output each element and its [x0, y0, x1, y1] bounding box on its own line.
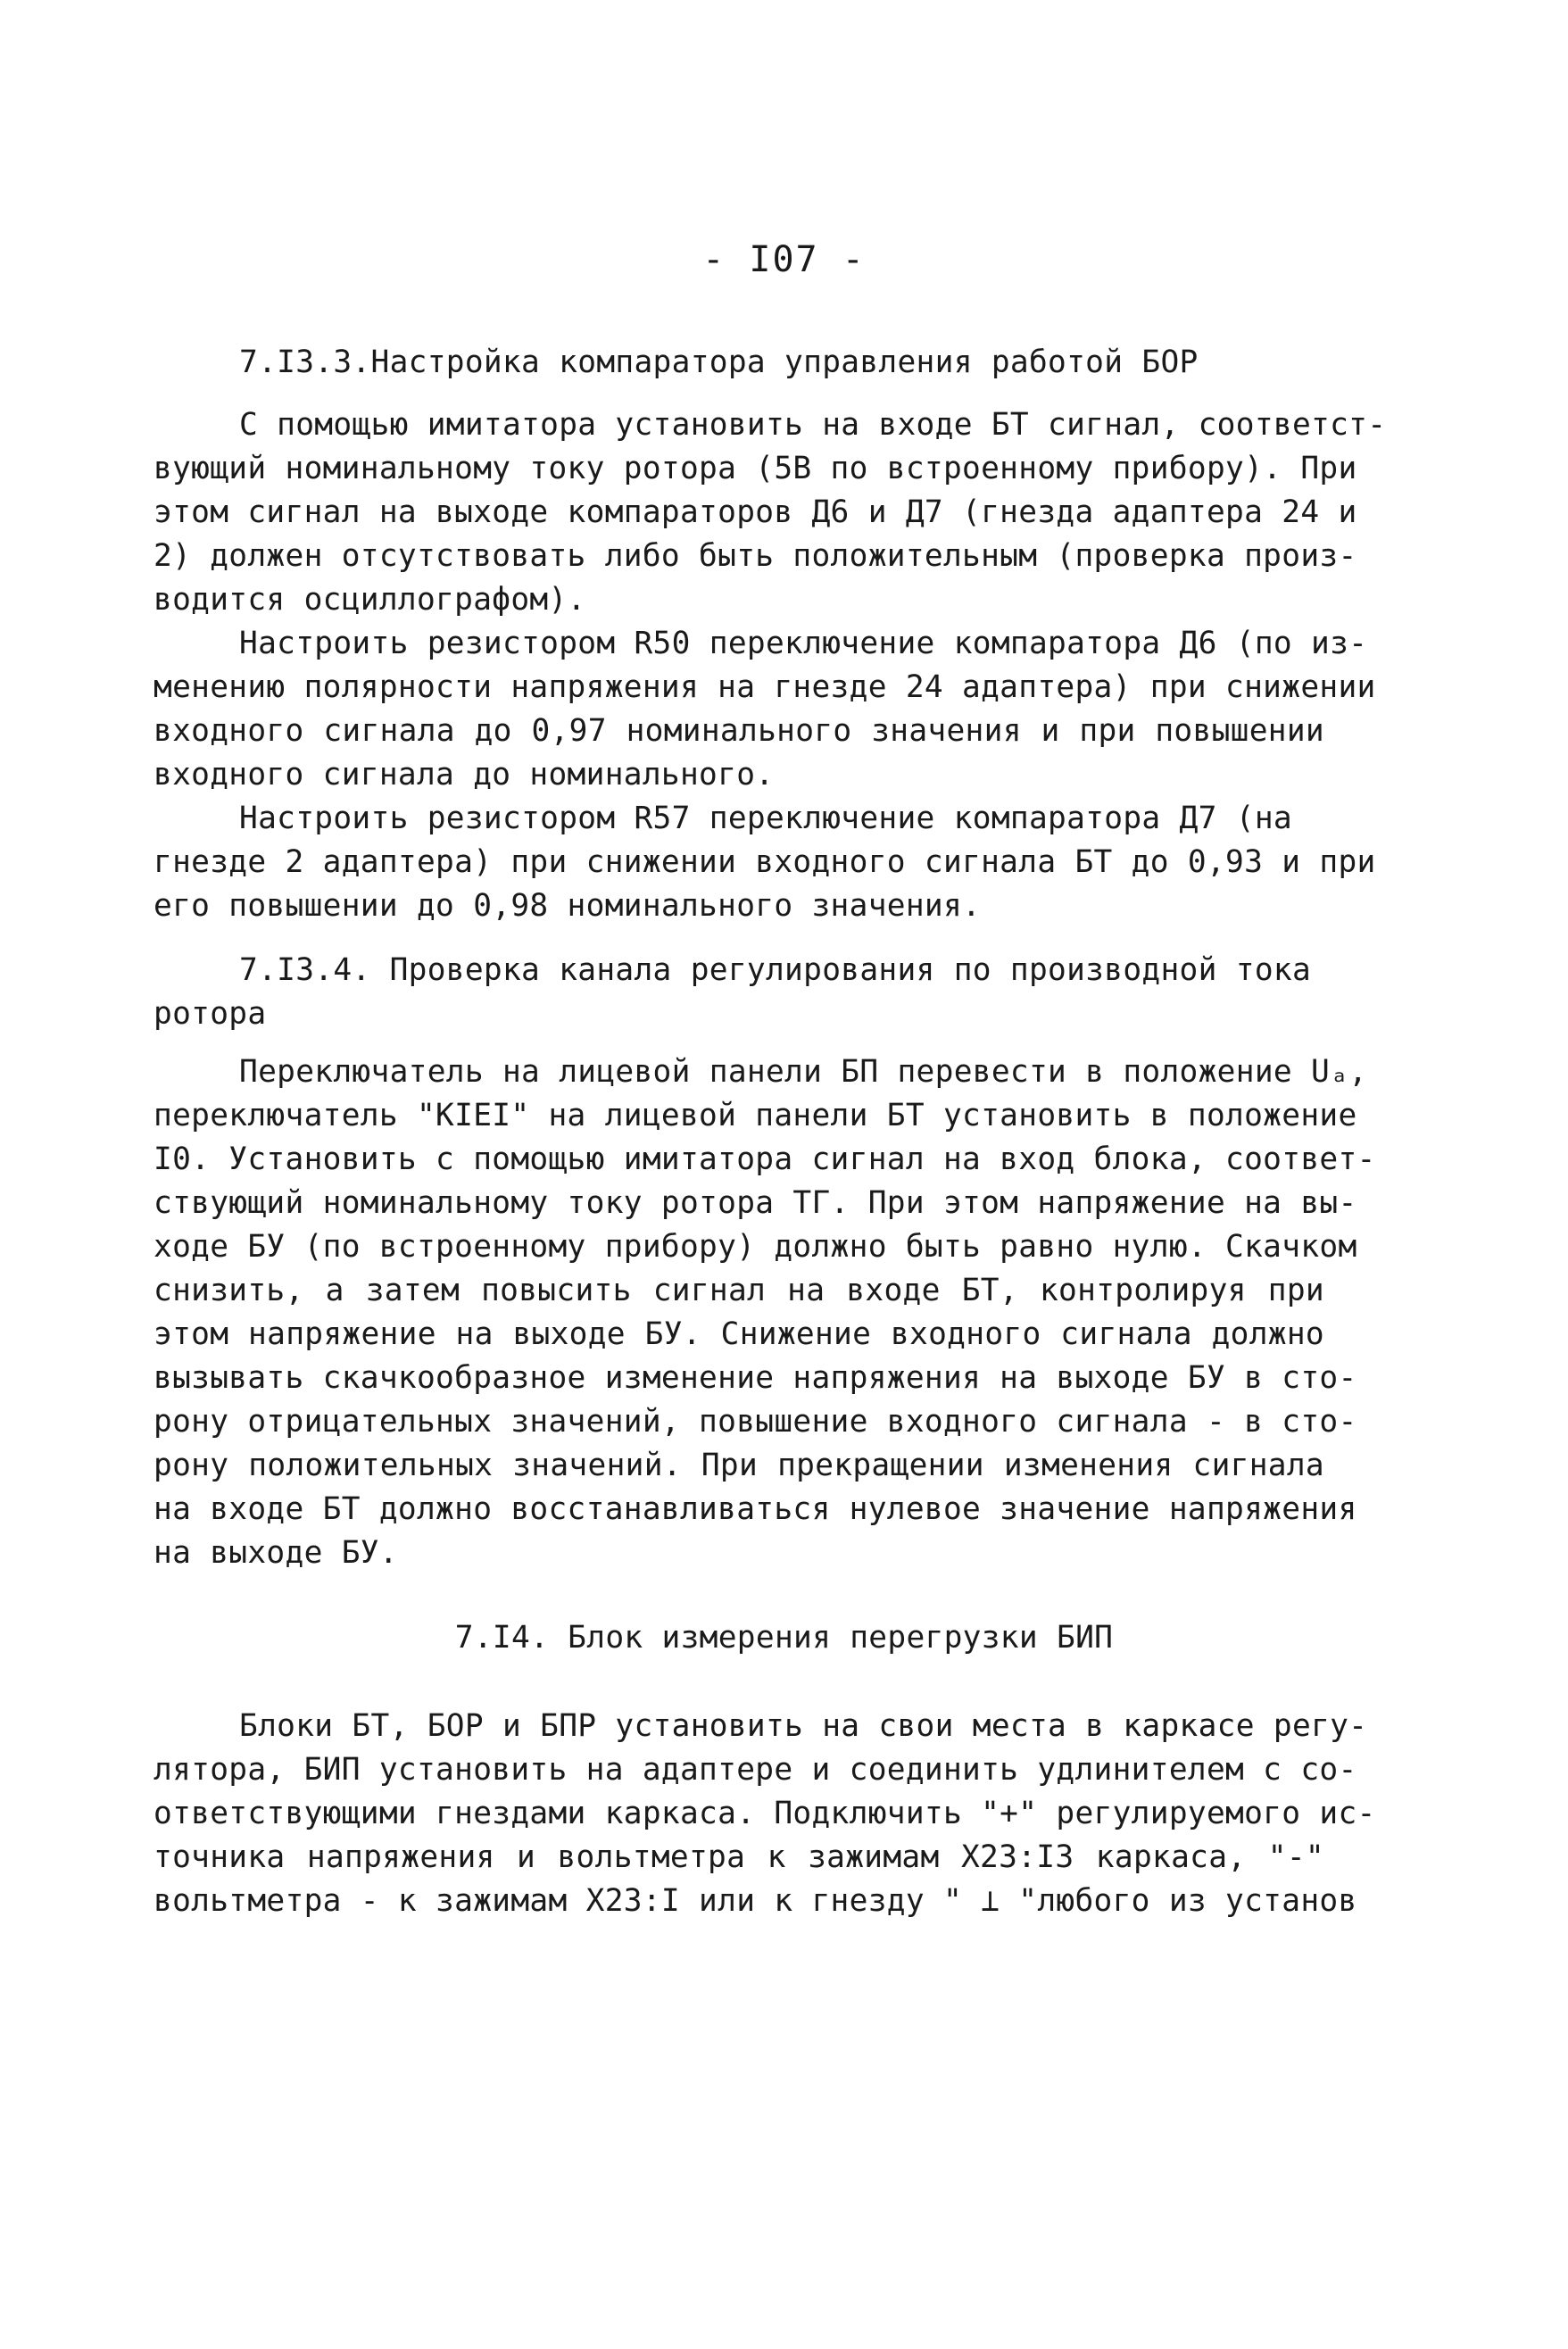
section-heading-7-13-4: 7.I3.4. Проверка канала регулирования по производной тока: [239, 952, 1312, 988]
text-line: вующий номинальному току ротора (5В по встроенному прибору). При: [153, 451, 1357, 486]
text-line: 2) должен отсутствовать либо быть положительным (проверка произ-: [153, 538, 1357, 574]
text-line: I0. Установить с помощью имитатора сигнал на вход блока, соответ-: [153, 1141, 1376, 1177]
text-line: точника напряжения и вольтметра к зажимам Х23:I3 каркаса, "-": [153, 1839, 1324, 1875]
text-line: на входе БТ должно восстанавливаться нулевое значение напряжения: [153, 1491, 1357, 1527]
text-line: входного сигнала до номинального.: [153, 757, 775, 793]
text-line: вызывать скачкообразное изменение напряжения на выходе БУ в сто-: [153, 1360, 1357, 1396]
text-line: этом сигнал на выходе компараторов Д6 и Д7 (гнезда адаптера 24 и: [153, 494, 1357, 530]
section-heading-7-14: 7.I4. Блок измерения перегрузки БИП: [454, 1620, 1114, 1656]
text-line: рону положительных значений. При прекращении изменения сигнала: [153, 1448, 1324, 1483]
text-line: рону отрицательных значений, повышение входного сигнала - в сто-: [153, 1404, 1357, 1440]
text-line: Настроить резистором R50 переключение компаратора Д6 (по из-: [239, 626, 1368, 661]
text-line: водится осциллографом).: [153, 582, 586, 618]
text-line: этом напряжение на выходе БУ. Снижение входного сигнала должно: [153, 1316, 1324, 1352]
text-line: Блоки БТ, БОР и БПР установить на свои места в каркасе регу-: [239, 1708, 1368, 1744]
text-line: на выходе БУ.: [153, 1535, 398, 1571]
text-line: гнезде 2 адаптера) при снижении входного сигнала БТ до 0,93 и при: [153, 844, 1376, 880]
page-number: - I07 -: [702, 239, 866, 280]
text-line: ствующий номинальному току ротора ТГ. При этом напряжение на вы-: [153, 1185, 1357, 1221]
text-line: ходе БУ (по встроенному прибору) должно быть равно нулю. Скачком: [153, 1229, 1357, 1265]
text-line: его повышении до 0,98 номинального значения.: [153, 888, 982, 924]
section-heading-7-13-3: 7.I3.3.Настройка компаратора управления работой БОР: [239, 344, 1199, 380]
text-line: снизить, а затем повысить сигнал на входе БТ, контролируя при: [153, 1273, 1324, 1308]
text-line: ответствующими гнездами каркаса. Подключить "+" регулируемого ис-: [153, 1796, 1376, 1831]
text-line: Переключатель на лицевой панели БП перевести в положение Uₐ,: [239, 1054, 1368, 1090]
text-line: переключатель "KIEI" на лицевой панели БТ установить в положение: [153, 1098, 1357, 1133]
text-line: лятора, БИП установить на адаптере и соединить удлинителем с со-: [153, 1752, 1357, 1788]
text-line: входного сигнала до 0,97 номинального значения и при повышении: [153, 713, 1324, 749]
text-line: С помощью имитатора установить на входе БТ сигнал, соответст-: [239, 407, 1387, 443]
section-heading-7-13-4-cont: ротора: [153, 996, 267, 1032]
text-line: менению полярности напряжения на гнезде 24 адаптера) при снижении: [153, 669, 1376, 705]
text-line: Настроить резистором R57 переключение компаратора Д7 (на: [239, 801, 1292, 836]
text-line: вольтметра - к зажимам Х23:I или к гнезду " ⊥ "любого из установ: [153, 1883, 1357, 1919]
